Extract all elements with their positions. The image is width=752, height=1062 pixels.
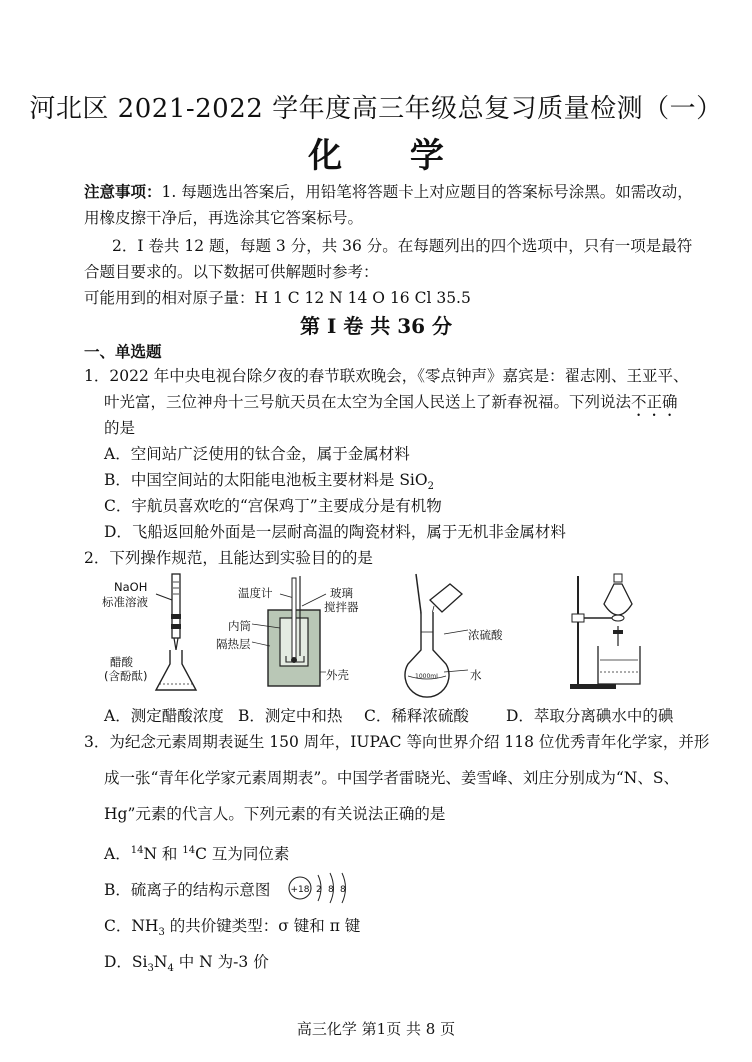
q3-option-d-post: 中 N 为-3 价: [173, 953, 269, 971]
q3-option-a: [104, 842, 289, 864]
figc-acid-label: 浓硫酸: [468, 628, 503, 642]
q3-option-c-sub: 3: [158, 927, 165, 939]
q3-option-a-post: C 互为同位素: [195, 845, 290, 863]
shell-1-electrons: 2: [316, 885, 322, 895]
notes-line-1: [84, 180, 693, 202]
q3-option-c-pre: C．NH: [104, 917, 159, 935]
q1-line-2: [104, 390, 678, 420]
sulfide-ion-structure-diagram: [286, 872, 358, 904]
flask-volume-mark: 1000mL: [415, 673, 440, 680]
q1-option-a: A．空间站广泛使用的钛合金，属于金属材料: [104, 445, 410, 463]
notes-2a: 2．I 卷共 12 题，每题 3 分，共 36 分。在每题列出的四个选项中，只有一项是最符: [112, 237, 693, 255]
q2-option-d: D．萃取分离碘水中的碘: [506, 707, 674, 725]
volumetric-flask-figure: [402, 572, 474, 692]
q3-option-c: [104, 914, 360, 938]
calorimeter-figure: [258, 572, 328, 692]
figa-label-4: (含酚酞): [104, 669, 148, 683]
q3-option-b: B．硫离子的结构示意图: [104, 881, 271, 899]
shell-2-electrons: 8: [328, 885, 334, 895]
q1-option-c: C．宇航员喜欢吃的“宫保鸡丁”主要成分是有机物: [104, 497, 442, 515]
q3-option-a-label: A．: [104, 845, 131, 863]
q1-option-b: [104, 468, 434, 492]
q3-option-d: [104, 950, 269, 974]
part-heading: 一、单选题: [84, 342, 162, 361]
figb-stir-label-1: 玻璃: [330, 586, 353, 600]
figb-inner-label: 内筒: [228, 619, 251, 633]
q1-emphasis: 不正确: [631, 393, 678, 411]
figc-water-label: 水: [470, 668, 482, 682]
q3-line-2: 成一张“青年化学家元素周期表”。中国学者雷晓光、姜雪峰、刘庄分别成为“N、S、: [104, 769, 679, 787]
titration-apparatus-figure: [150, 572, 210, 696]
q3-option-d-sub1: 3: [147, 963, 154, 975]
q1-line-1: 1．2022 年中央电视台除夕夜的春节联欢晚会，《零点钟声》嘉宾是：翟志刚、王亚平、: [84, 367, 689, 385]
figb-insul-label: 隔热层: [216, 637, 251, 651]
q1-option-d: D．飞船返回舱外面是一层耐高温的陶瓷材料，属于无机非金属材料: [104, 523, 566, 541]
notes-label: 注意事项：: [84, 182, 162, 201]
q1-option-b-text: B．中国空间站的太阳能电池板主要材料是 SiO: [104, 471, 428, 489]
figb-thermo-label: 温度计: [238, 586, 273, 600]
q1-line-2a: 叶光富，三位神舟十三号航天员在太空为全国人民送上了新春祝福。下列说法: [104, 393, 632, 411]
q3-option-d-mid: N: [153, 953, 168, 971]
figb-shell-label: 外壳: [326, 668, 349, 682]
q2-stem: 2．下列操作规范，且能达到实验目的的是: [84, 549, 373, 567]
q3-option-a-mid: N 和: [143, 845, 183, 863]
q3-option-a-sup1: 14: [130, 844, 144, 856]
page-footer: 高三化学 第1页 共 8 页: [296, 1020, 456, 1038]
notes-3: 可能用到的相对原子量：H 1 C 12 N 14 O 16 Cl 35.5: [84, 289, 471, 307]
q1-option-b-sub: 2: [427, 481, 434, 493]
notes-1b: 用橡皮擦干净后，再选涂其它答案标号。: [84, 209, 364, 227]
notes-1a: 1. 每题选出答案后，用铅笔将答题卡上对应题目的答案标号涂黑。如需改动，: [161, 183, 693, 201]
nucleus-charge: +18: [290, 885, 310, 895]
q3-option-a-sup2: 14: [182, 844, 196, 856]
separatory-funnel-figure: [568, 570, 664, 692]
subject-title: 化 学: [308, 136, 472, 176]
q3-line-1: 3．为纪念元素周期表诞生 150 周年，IUPAC 等向世界介绍 118 位优秀青年化学家，并形: [84, 733, 710, 751]
section-title: 第 I 卷 共 36 分: [299, 314, 452, 338]
notes-2b: 合题目要求的。以下数据可供解题时参考：: [84, 263, 379, 281]
q2-option-a: A．测定醋酸浓度: [104, 707, 224, 725]
q2-option-c: C．稀释浓硫酸: [364, 707, 469, 725]
page-title: 河北区 2021-2022 学年度高三年级总复习质量检测（一）: [29, 94, 723, 124]
q3-option-d-pre: D．Si: [104, 953, 148, 971]
q3-option-c-post: 的共价键类型：σ 键和 π 键: [164, 917, 361, 935]
figa-label-1: NaOH: [114, 580, 148, 594]
figa-label-3: 醋酸: [110, 655, 133, 669]
q2-option-b: B．测定中和热: [238, 707, 343, 725]
q3-line-3: Hg”元素的代言人。下列元素的有关说法正确的是: [104, 805, 446, 823]
shell-3-electrons: 8: [340, 885, 346, 895]
q1-line-3: 的是: [104, 419, 136, 437]
figb-stir-label-2: 搅拌器: [324, 600, 359, 614]
q3-option-d-sub2: 4: [167, 963, 174, 975]
figa-label-2: 标准溶液: [102, 595, 148, 609]
